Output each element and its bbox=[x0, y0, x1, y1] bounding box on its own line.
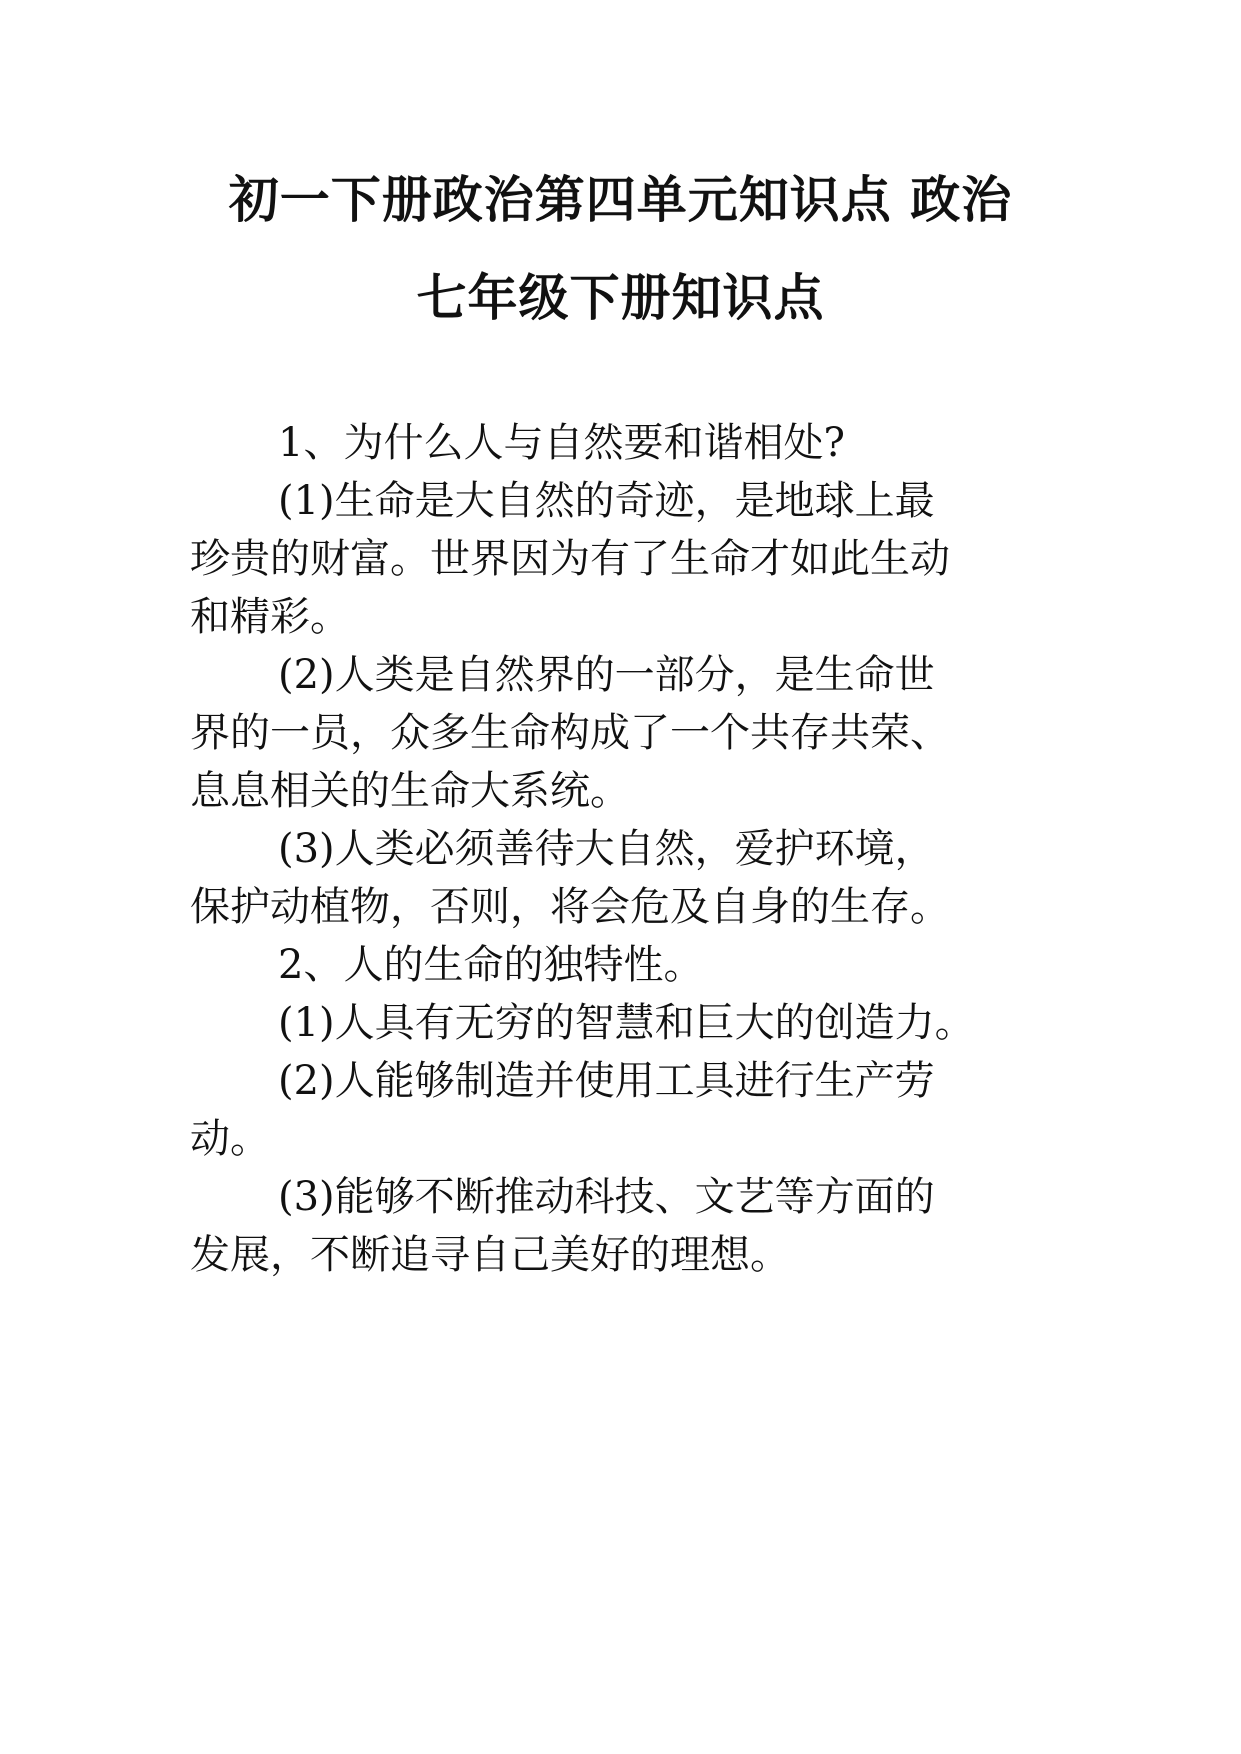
section-1-item-3-line-2: 保护动植物，否则，将会危及自身的生存。 bbox=[190, 884, 950, 930]
section-2-item-2-line-2: 动。 bbox=[190, 1116, 270, 1162]
document-title-line-1: 初一下册政治第四单元知识点 政治 bbox=[228, 171, 1013, 229]
section-1-item-1-line-1: (1)生命是大自然的奇迹，是地球上最 bbox=[278, 478, 935, 524]
document-body bbox=[190, 414, 1090, 1284]
section-1-item-2-line-2: 界的一员，众多生命构成了一个共存共荣、 bbox=[190, 710, 950, 756]
section-2-item-1-line-1: (1)人具有无穷的智慧和巨大的创造力。 bbox=[278, 1000, 975, 1046]
section-1-item-2-line-1: (2)人类是自然界的一部分，是生命世 bbox=[278, 652, 935, 698]
document-title-line-2: 七年级下册知识点 bbox=[416, 269, 825, 327]
section-2-item-3-line-1: (3)能够不断推动科技、文艺等方面的 bbox=[278, 1174, 935, 1220]
section-2-heading: 2、人的生命的独特性。 bbox=[278, 942, 704, 988]
section-2-item-3-line-2: 发展，不断追寻自己美好的理想。 bbox=[190, 1232, 790, 1278]
section-2-item-2-line-1: (2)人能够制造并使用工具进行生产劳 bbox=[278, 1058, 935, 1104]
section-1-heading: 1、为什么人与自然要和谐相处? bbox=[278, 420, 845, 466]
section-1-item-2-line-3: 息息相关的生命大系统。 bbox=[190, 768, 630, 814]
section-1-item-1-line-3: 和精彩。 bbox=[190, 594, 350, 640]
section-1-item-1-line-2: 珍贵的财富。世界因为有了生命才如此生动 bbox=[190, 536, 950, 582]
section-1-item-3-line-1: (3)人类必须善待大自然，爱护环境， bbox=[278, 826, 935, 872]
